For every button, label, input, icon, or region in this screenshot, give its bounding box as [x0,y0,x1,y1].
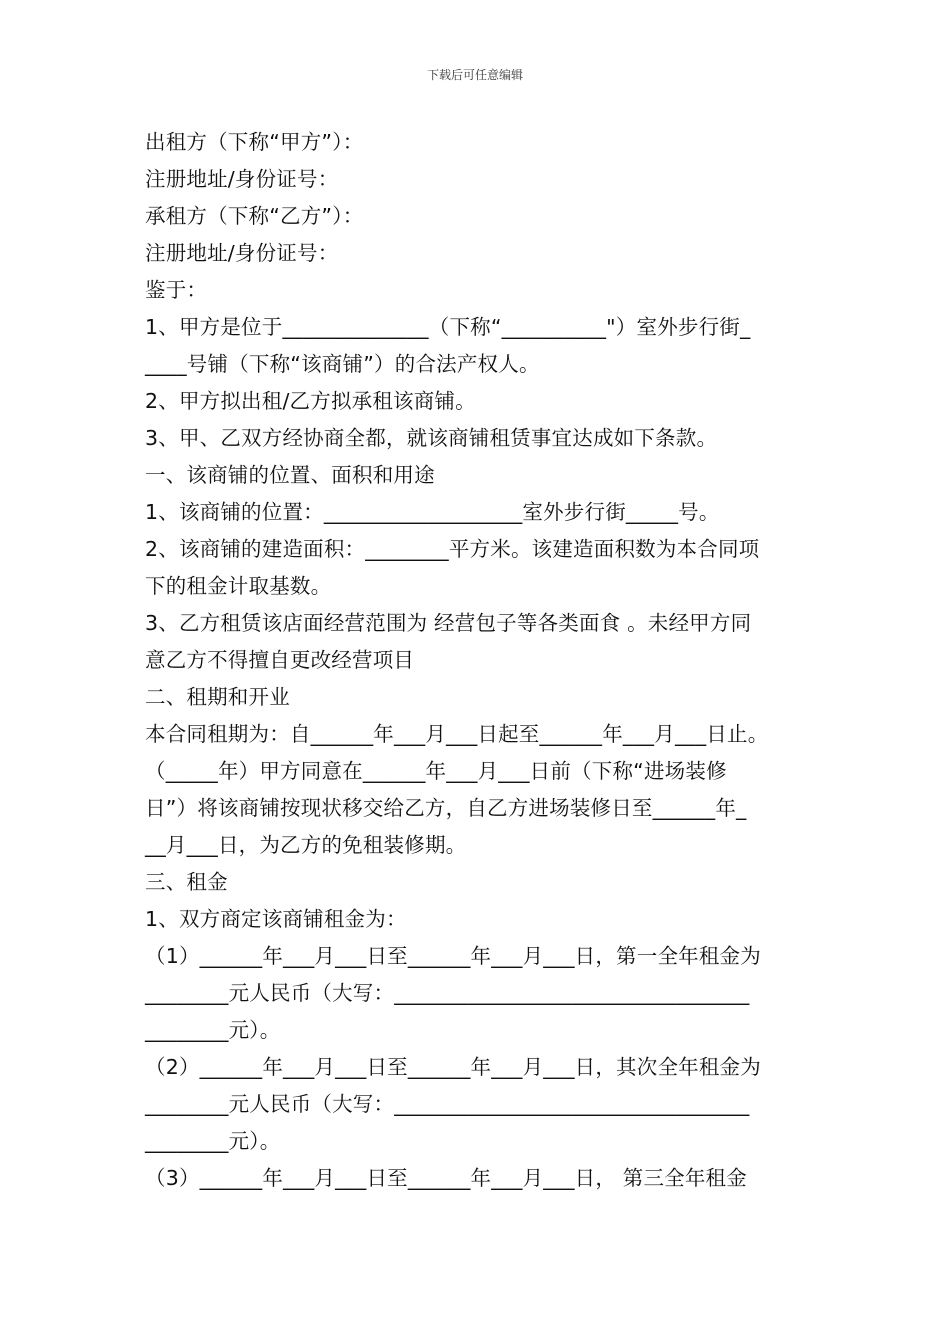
section-1-item-2: 2、该商铺的建造面积：________平方米。该建造面积数为本合同项 [145,537,760,561]
lessor-line: 出租方（下称“甲方”）： [145,130,364,154]
whereas-item-3: 3、甲、乙双方经协商全都，就该商铺租赁事宜达成如下条款。 [145,426,718,450]
lessee-address-line: 注册地址/身份证号： [145,241,339,265]
whereas-item-2: 2、甲方拟出租/乙方拟承租该商铺。 [145,389,476,413]
page-header-note: 下载后可任意编辑 [426,68,523,82]
rent-year-3: （3）______年___月___日至______年___月___日， 第三全年租金 [145,1166,747,1190]
whereas-item-1: 1、甲方是位于______________（下称“__________"）室外步行街_ [145,315,751,339]
section-1-item-1: 1、该商铺的位置：___________________室外步行街_____号。 [145,500,720,524]
handover-line: （_____年）甲方同意在______年___月___日前（下称“进场装修 [145,759,727,783]
rent-year-2-amount: ________元人民币（大写：__________________________________ [145,1092,750,1116]
rent-year-1: （1）______年___月___日至______年___月___日，第一全年租金为 [145,944,761,968]
handover-line-end: __月___日，为乙方的免租装修期。 [145,833,467,857]
rent-year-2: （2）______年___月___日至______年___月___日，其次全年租金为 [145,1055,761,1079]
rent-year-1-end: ________元）。 [145,1018,281,1042]
rent-year-2-end: ________元）。 [145,1129,281,1153]
section-1-item-3: 3、乙方租赁该店面经营范围为 经营包子等各类面食 。未经甲方同 [145,611,752,635]
rent-year-1-amount: ________元人民币（大写：__________________________________ [145,981,750,1005]
section-1-item-2-cont: 下的租金计取基数。 [145,574,332,598]
section-3-heading: 三、租金 [145,870,228,894]
rent-item-1: 1、双方商定该商铺租金为： [145,907,407,931]
whereas-heading: 鉴于： [145,278,208,302]
section-2-heading: 二、租期和开业 [145,685,290,709]
lessor-address-line: 注册地址/身份证号： [145,167,339,191]
contract-body [145,124,815,1197]
whereas-item-1-cont: ____号铺（下称“该商铺”）的合法产权人。 [145,352,540,376]
handover-line-cont: 日”）将该商铺按现状移交给乙方，自乙方进场装修日至______年_ [145,796,747,820]
lessee-line: 承租方（下称“乙方”）： [145,204,364,228]
section-1-item-3-cont: 意乙方不得擅自更改经营项目 [145,648,415,672]
lease-term-line: 本合同租期为：自______年___月___日起至______年___月___日止。 [145,722,769,746]
section-1-heading: 一、该商铺的位置、面积和用途 [145,463,435,487]
